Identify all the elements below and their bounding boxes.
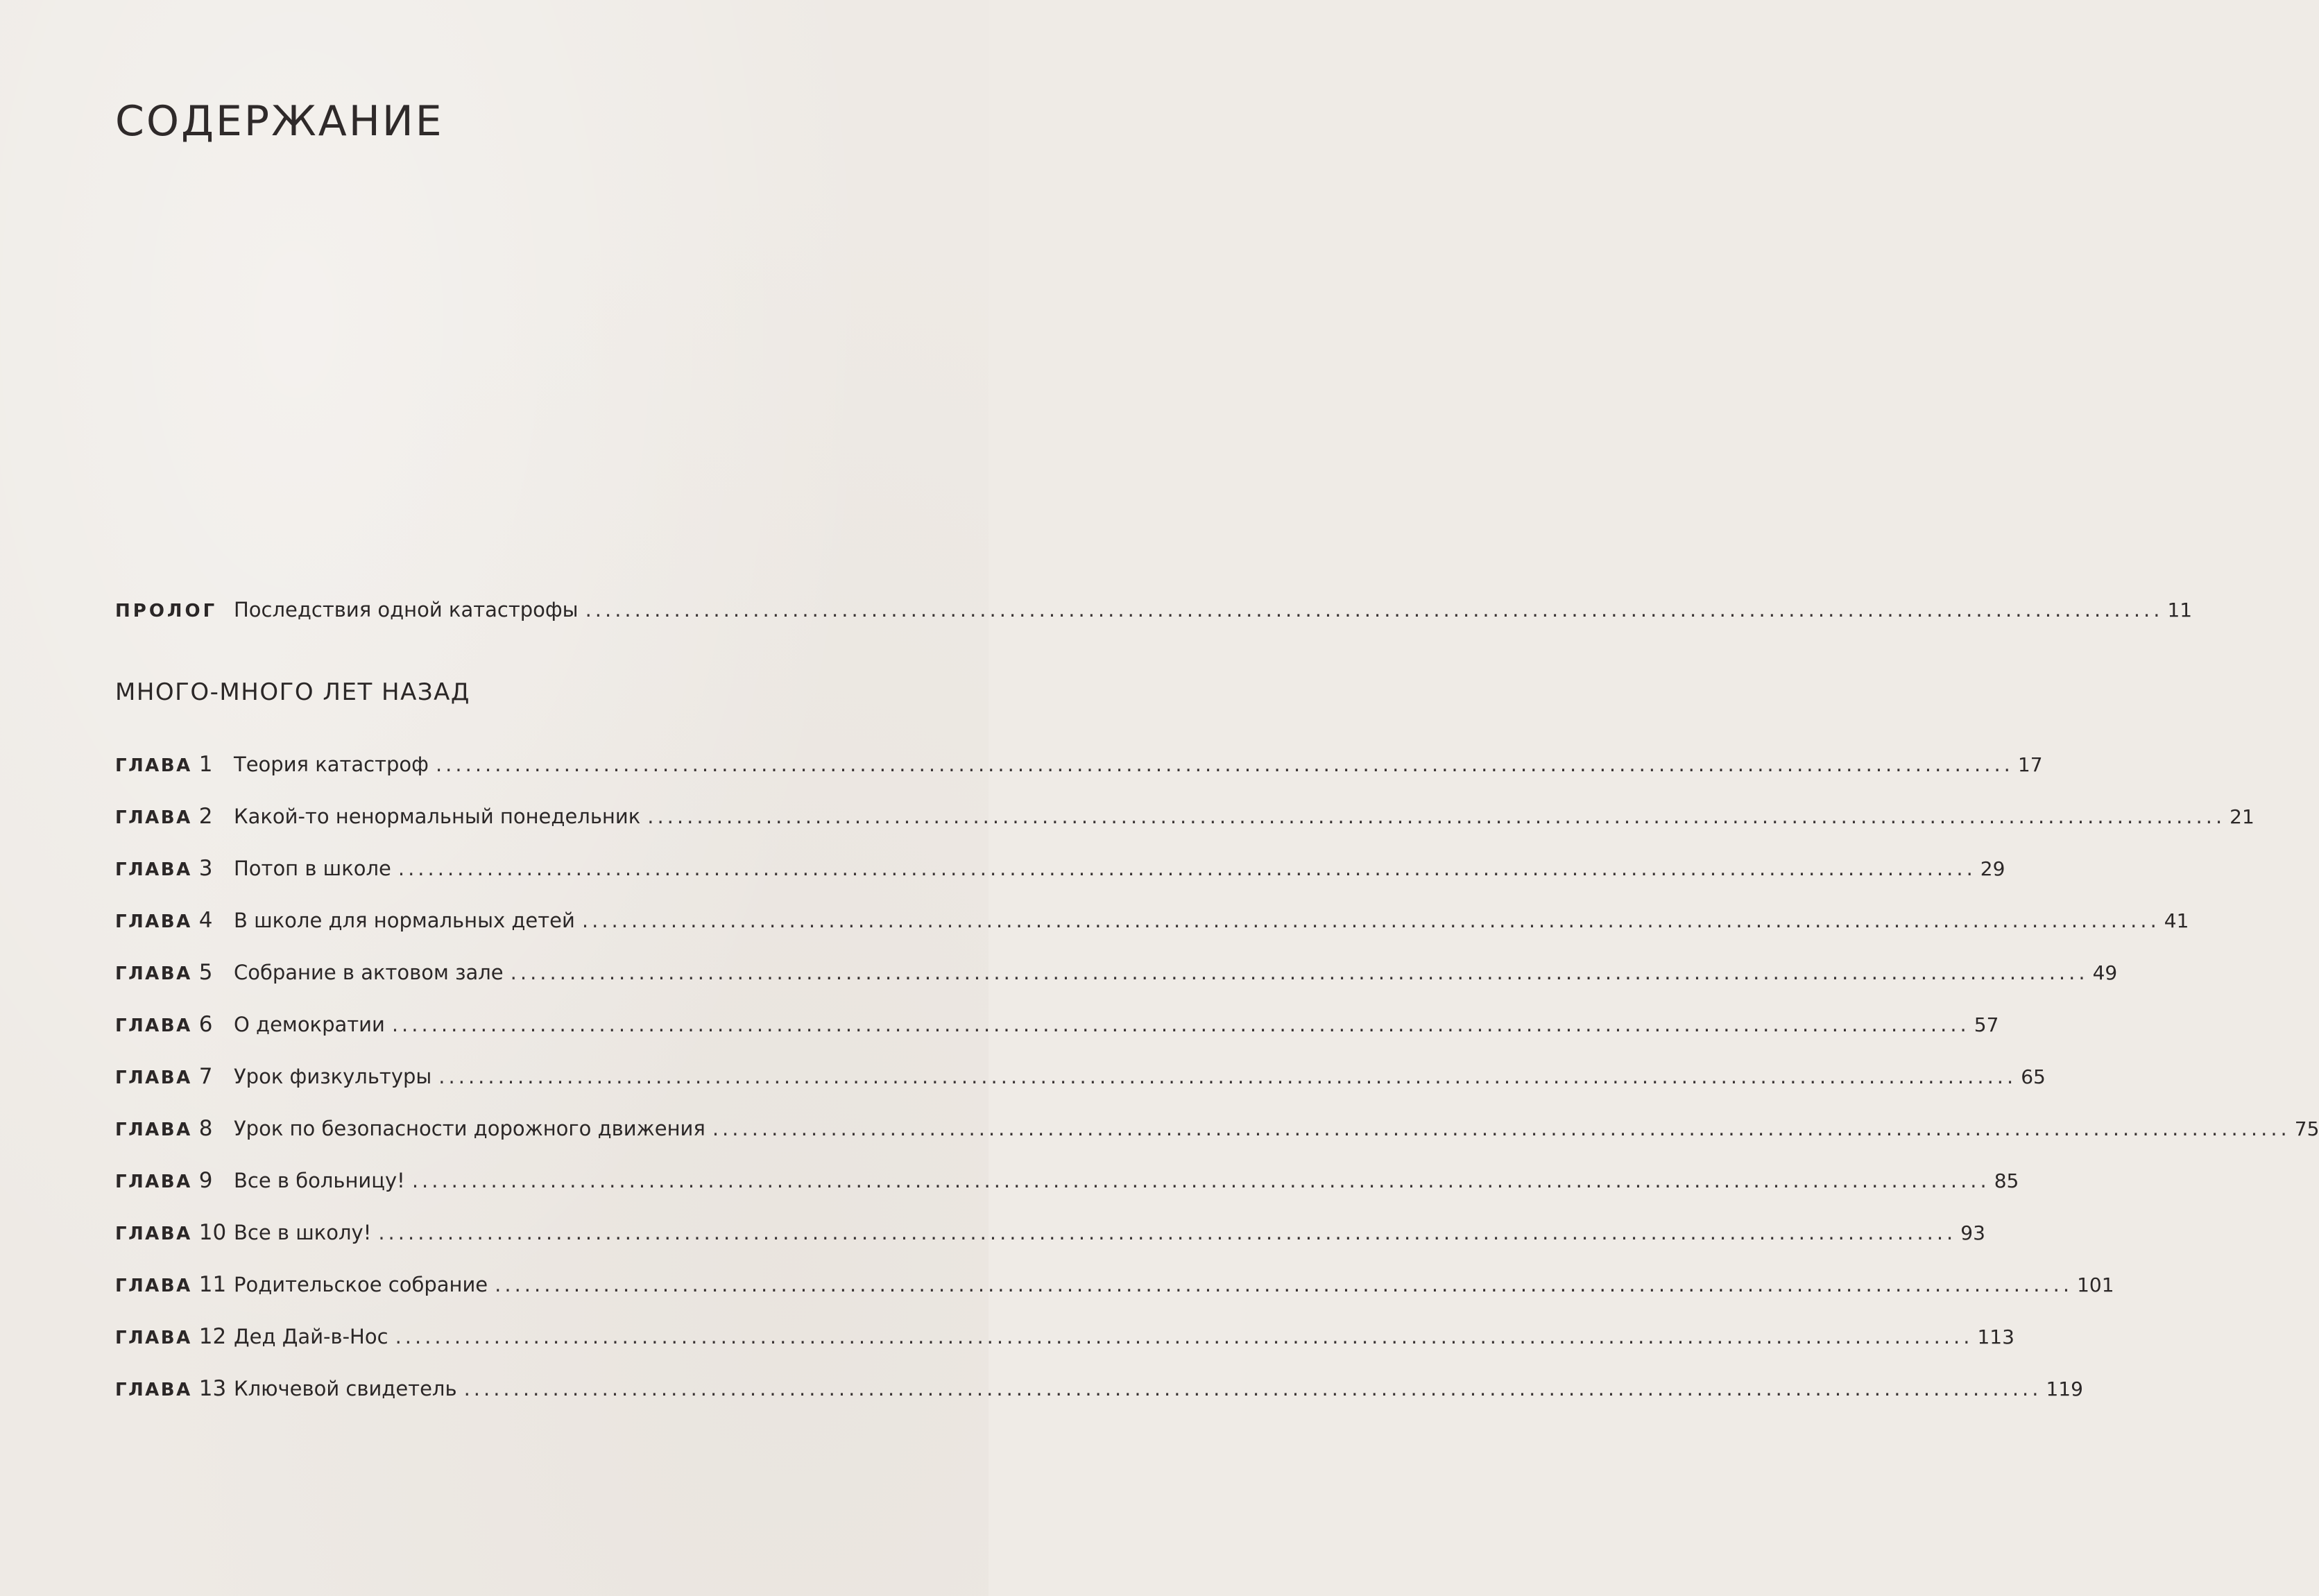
toc-entry-chapter-8	[115, 1109, 2319, 1148]
chapter-word: ГЛАВА	[115, 1328, 192, 1348]
chapter-number: 7	[198, 1064, 213, 1089]
leader-dots: ................................................................................................................................................................	[391, 1013, 1970, 1036]
entry-title: Теория катастроф	[234, 753, 429, 776]
chapter-number: 5	[198, 960, 213, 985]
chapter-word: ГЛАВА	[115, 859, 192, 880]
entry-label	[115, 797, 234, 837]
entry-page-number: 29	[1980, 857, 2005, 880]
chapter-number: 10	[198, 1220, 227, 1245]
chapter-word: ГЛАВА	[115, 755, 192, 776]
entry-page-number: 21	[2230, 805, 2254, 828]
chapter-word: ГЛАВА	[115, 1172, 192, 1192]
leader-dots: ................................................................................................................................................................	[463, 1377, 2042, 1400]
chapter-number: 9	[198, 1168, 213, 1193]
chapter-number: 13	[198, 1376, 227, 1401]
entry-title: Урок физкультуры	[234, 1065, 432, 1088]
toc-entry-chapter-3	[115, 849, 2005, 888]
chapter-word: ГЛАВА	[115, 1224, 192, 1244]
entry-title: Собрание в актовом зале	[234, 961, 504, 984]
entry-page-number: 119	[2046, 1378, 2083, 1400]
entry-page-number: 41	[2164, 909, 2189, 932]
leader-dots: ................................................................................................................................................................	[411, 1169, 1990, 1192]
chapter-number: 11	[198, 1272, 227, 1297]
entry-page-number: 11	[2167, 599, 2193, 621]
entry-page-number: 113	[1977, 1325, 2014, 1348]
leader-dots: ................................................................................................................................................................	[647, 805, 2226, 828]
toc-entry-chapter-12	[115, 1317, 2014, 1356]
entry-title: Все в больницу!	[234, 1169, 405, 1192]
toc-entry-chapter-4	[115, 901, 2189, 940]
chapter-number: 12	[198, 1324, 227, 1349]
entry-title: Потоп в школе	[234, 857, 391, 880]
toc-entry-chapter-1	[115, 745, 2043, 784]
leader-dots: ................................................................................................................................................................	[581, 909, 2160, 932]
entry-page-number: 101	[2077, 1273, 2114, 1296]
entry-page-number: 93	[1960, 1221, 1985, 1244]
entry-page-number: 75	[2294, 1117, 2319, 1140]
leader-dots: ................................................................................................................................................................	[510, 961, 2089, 984]
toc-entry-chapter-6	[115, 1005, 1999, 1044]
entry-label	[115, 1109, 234, 1149]
leader-dots: ................................................................................................................................................................	[495, 1273, 2073, 1296]
entry-page-number: 65	[2021, 1065, 2046, 1088]
toc-entry-chapter-11	[115, 1265, 2114, 1304]
entry-title: Ключевой свидетель	[234, 1377, 457, 1400]
entry-label	[115, 1317, 234, 1357]
toc-entry-chapter-2	[115, 797, 2254, 836]
chapter-number: 6	[198, 1012, 213, 1037]
entry-title: Родительское собрание	[234, 1273, 488, 1296]
chapter-word: ГЛАВА	[115, 807, 192, 828]
page-title: СОДЕРЖАНИЕ	[115, 97, 444, 146]
chapter-number: 2	[198, 804, 213, 829]
chapter-word: ГЛАВА	[115, 1067, 192, 1088]
toc-entry-chapter-13	[115, 1369, 2083, 1408]
entry-label	[115, 1369, 234, 1409]
leader-dots: ................................................................................................................................................................	[397, 857, 1976, 880]
entry-title: О демократии	[234, 1013, 385, 1036]
entry-label	[115, 1161, 234, 1201]
toc-entry-prologue	[115, 590, 2193, 629]
chapter-number: 3	[198, 856, 213, 881]
entry-title: Какой-то ненормальный понедельник	[234, 805, 641, 828]
entry-label	[115, 1057, 234, 1097]
chapter-word: ГЛАВА	[115, 1119, 192, 1140]
entry-title: Все в школу!	[234, 1221, 372, 1244]
toc-entry-chapter-9	[115, 1161, 2019, 1200]
chapter-word: ГЛАВА	[115, 1380, 192, 1400]
entry-page-number: 17	[2017, 753, 2043, 776]
entry-label	[115, 901, 234, 941]
leader-dots: ................................................................................................................................................................	[395, 1325, 1974, 1348]
entry-title: В школе для нормальных детей	[234, 909, 575, 932]
toc-entry-chapter-7	[115, 1057, 2046, 1096]
chapter-number: 8	[198, 1116, 213, 1141]
entry-label: ПРОЛОГ	[115, 601, 218, 621]
entry-page-number: 49	[2092, 961, 2118, 984]
chapter-word: ГЛАВА	[115, 1015, 192, 1036]
entry-page-number: 85	[1994, 1169, 2019, 1192]
entry-title: Урок по безопасности дорожного движения	[234, 1117, 705, 1140]
entry-label	[115, 1005, 234, 1045]
entry-label	[115, 1213, 234, 1253]
leader-dots: ................................................................................................................................................................	[712, 1117, 2291, 1140]
chapter-word: ГЛАВА	[115, 963, 192, 984]
leader-dots: ................................................................................................................................................................	[435, 753, 2014, 776]
entry-title: Последствия одной катастрофы	[234, 598, 579, 621]
toc-entry-chapter-10	[115, 1213, 1985, 1252]
chapter-word: ГЛАВА	[115, 1276, 192, 1296]
entry-page-number: 57	[1974, 1013, 1999, 1036]
toc-entry-chapter-5	[115, 953, 2118, 992]
part-title: МНОГО-МНОГО ЛЕТ НАЗАД	[115, 678, 470, 706]
entry-label	[115, 1265, 234, 1305]
entry-label	[115, 745, 234, 785]
entry-title: Дед Дай-в-Нос	[234, 1325, 388, 1348]
chapter-number: 1	[198, 752, 213, 777]
entry-label	[115, 953, 234, 993]
entry-label	[115, 849, 234, 889]
chapter-word: ГЛАВА	[115, 911, 192, 932]
leader-dots: ................................................................................................................................................................	[378, 1221, 1957, 1244]
leader-dots: ................................................................................................................................................................	[585, 598, 2164, 621]
chapter-number: 4	[198, 908, 213, 933]
leader-dots: ................................................................................................................................................................	[438, 1065, 2017, 1088]
